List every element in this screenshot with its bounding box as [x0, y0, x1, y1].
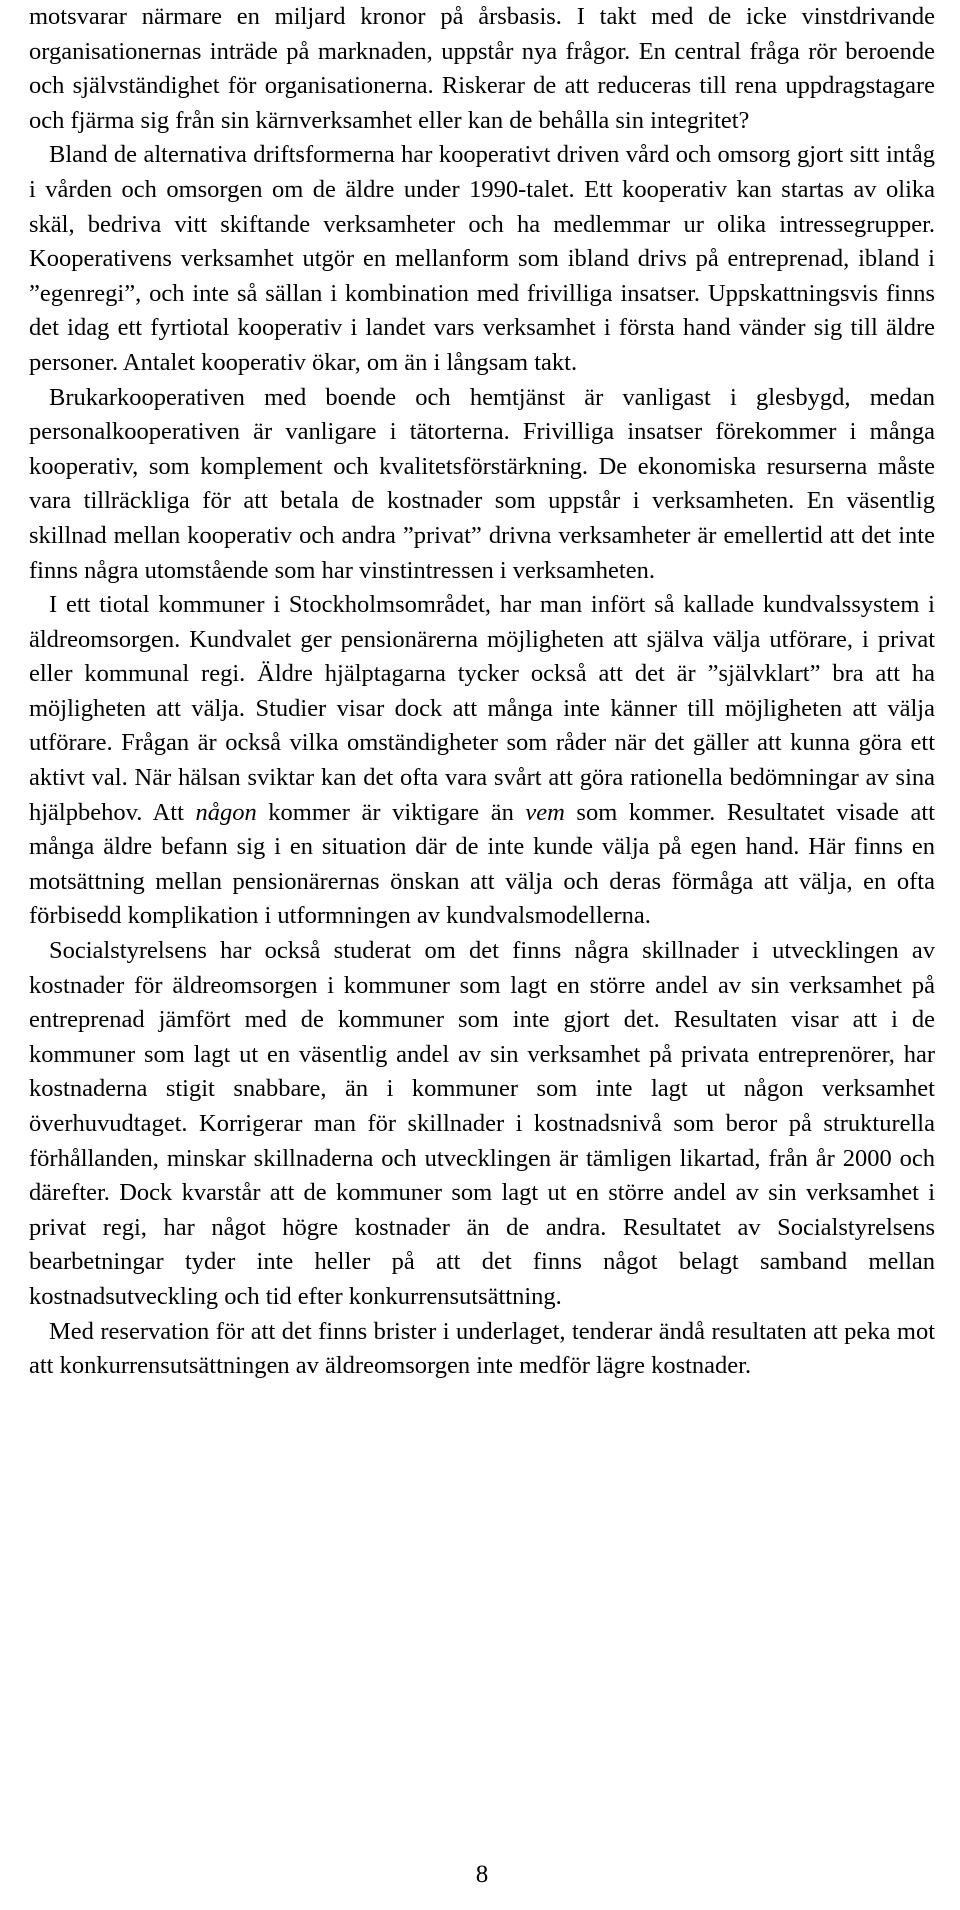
paragraph-cost-development: Socialstyrelsens har också studerat om det finns några skillnader i utvecklingen av kostnader för äldreomsorgen i kommuner som lagt en större andel av sin verksamhet på entreprenad jämfört med de kommuner som inte gjort det. Resultaten visar att i de kommuner som lagt ut en väsentlig andel av sin verksamhet på privata entreprenörer, har kostnaderna stigit snabbare, än i kommuner som inte lagt ut någon verksamhet överhuvudtaget. Korrigerar man för skillnader i kostnadsnivå som beror på strukturella förhållanden, minskar skillnaderna och utvecklingen är tämligen likartad, från år 2000 och därefter. Dock kvarstår att de kommuner som lagt ut en större andel av sin verksamhet i privat regi, har något högre kostnader än de andra. Resultatet av Socialstyrelsens bearbetningar tyder inte heller på att det finns något belagt samband mellan kostnadsutveckling och tid efter konkurrensutsättning. [29, 937, 935, 1310]
emphasis-who: vem [525, 798, 565, 826]
paragraph-continued: motsvarar närmare en miljard kronor på årsbasis. I takt med de icke vinstdrivande organisationernas inträde på marknaden, uppstår nya frågor. En central fråga rör beroende och självständighet för organisationerna. Riskerar de att reduceras till rena uppdragstagare och fjärma sig från sin kärnverksamhet eller kan de behålla sin integritet? [29, 3, 935, 134]
body-text [29, 0, 935, 1384]
paragraph-customer-choice [29, 588, 935, 934]
paragraph-text: I ett tiotal kommuner i Stockholmsområdet, har man infört så kallade kundvalssystem i äldreomsorgen. Kundvalet ger pensionärerna möjligheten att själva välja utförare, i privat eller kommunal regi. Äldre hjälptagarna tycker också att det är ”självklart” bra att ha möjligheten att välja. Studier visar dock att många inte känner till möjligheten att välja utförare. Frågan är också vilka omständigheter som råder när det gäller att kunna göra ett aktivt val. När hälsan sviktar kan det ofta vara svårt att göra rationella bedömningar av sina hjälpbehov. Att [29, 591, 935, 826]
paragraph-user-cooperatives: Brukarkooperativen med boende och hemtjänst är vanligast i glesbygd, medan personalkooperativen är vanligare i tätorterna. Frivilliga insatser förekommer i många kooperativ, som komplement och kvalitetsförstärkning. De ekonomiska resurserna måste vara tillräckliga för att betala de kostnader som uppstår i verksamheten. En väsentlig skillnad mellan kooperativ och andra ”privat” drivna verksamheter är emellertid att det inte finns några utomstående som har vinstintressen i verksamheten. [29, 383, 935, 584]
document-page [29, 0, 935, 1910]
page-number: 8 [475, 1861, 489, 1888]
paragraph-text: kommer är viktigare än [256, 798, 526, 826]
emphasis-someone: någon [195, 798, 257, 826]
paragraph-cooperatives: Bland de alternativa driftsformerna har kooperativt driven vård och omsorg gjort sitt intåg i vården och omsorgen om de äldre under 1990-talet. Ett kooperativ kan startas av olika skäl, bedriva vitt skiftande verksamheter och ha medlemmar ur olika intressegrupper. Kooperativens verksamhet utgör en mellanform som ibland drivs på entreprenad, ibland i ”egenregi”, och inte så sällan i kombination med frivilliga insatser. Uppskattningsvis finns det idag ett fyrtiotal kooperativ i landet vars verksamhet i första hand vänder sig till äldre personer. Antalet kooperativ ökar, om än i långsam takt. [29, 141, 935, 376]
paragraph-text: som kommer. Resultatet visade att många äldre befann sig i en situation där de inte kunde välja på egen hand. Här finns en motsättning mellan pensionärernas önskan att välja och deras förmåga att välja, en ofta förbisedd komplikation i utformningen av kundvalsmodellerna. [29, 798, 935, 930]
paragraph-conclusion: Med reservation för att det finns brister i underlaget, tenderar ändå resultaten att peka mot att konkurrensutsättningen av äldreomsorgen inte medför lägre kostnader. [29, 1317, 935, 1380]
